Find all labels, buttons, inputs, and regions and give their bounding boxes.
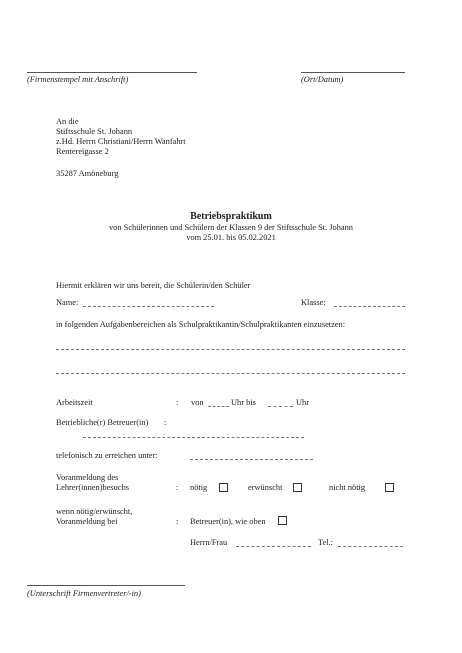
class-label: Klasse:	[301, 298, 326, 307]
stamp-label: (Firmenstempel mit Anschrift)	[27, 75, 129, 84]
mr-mrs-label: Herrn/Frau	[190, 538, 228, 547]
if-needed-label-1: wenn nötig/erwünscht,	[56, 507, 133, 516]
address-line-1: An die	[56, 117, 79, 126]
supervisor-colon: :	[164, 418, 167, 427]
intro-text: Hiermit erklären wir uns bereit, die Schülerin/den Schüler	[56, 281, 251, 290]
supervisor-field[interactable]	[83, 437, 304, 438]
preannounce-label-1: Voranmeldung des	[56, 473, 119, 482]
worktime-from-label: von	[191, 398, 204, 407]
stamp-line	[27, 72, 197, 73]
address-line-2: Stiftsschule St. Johann	[56, 127, 133, 136]
opt-needed-checkbox[interactable]	[219, 483, 228, 492]
supervisor-as-above-label: Betreuer(in), wie oben	[190, 517, 266, 526]
phone-label: telefonisch zu erreichen unter:	[56, 451, 158, 460]
address-city: 35287 Amöneburg	[56, 169, 119, 178]
opt-not-needed-label: nicht nötig	[329, 483, 366, 492]
class-field[interactable]	[334, 306, 405, 307]
areas-field-line-1[interactable]	[56, 349, 405, 350]
name-label: Name:	[56, 298, 79, 307]
mr-mrs-field[interactable]	[236, 546, 311, 547]
supervisor-label: Betriebliche(r) Betreuer(in)	[56, 418, 149, 427]
if-needed-colon: :	[176, 517, 179, 526]
opt-needed-label: nötig	[190, 483, 208, 492]
worktime-clock-label: Uhr	[296, 398, 310, 407]
opt-not-needed-checkbox[interactable]	[385, 483, 394, 492]
title-subline-1: von Schülerinnen und Schülern der Klassen 9 der Stiftsschule St. Johann	[109, 223, 353, 232]
tel-field[interactable]	[338, 546, 403, 547]
opt-wanted-checkbox[interactable]	[293, 483, 302, 492]
preannounce-label-2: Lehrer(innen)besuchs	[56, 483, 130, 492]
tel-label: Tel.:	[318, 538, 333, 547]
areas-field-line-2[interactable]	[56, 373, 405, 374]
signature-line	[27, 585, 185, 586]
name-field[interactable]	[83, 306, 214, 307]
if-needed-label-2: Voranmeldung bei	[56, 517, 118, 526]
phone-field[interactable]	[190, 459, 313, 460]
supervisor-as-above-checkbox[interactable]	[278, 516, 287, 525]
worktime-label: Arbeitszeit	[56, 398, 93, 407]
place-date-line	[301, 72, 405, 73]
worktime-colon: :	[176, 398, 179, 407]
page-title: Betriebspraktikum	[190, 211, 272, 222]
place-date-label: (Ort/Datum)	[301, 75, 344, 84]
worktime-clock-to-label: Uhr bis	[231, 398, 256, 407]
signature-label: (Unterschrift Firmenvertreter/-in)	[27, 589, 141, 598]
preannounce-colon: :	[176, 483, 179, 492]
address-line-4: Rentereigasse 2	[56, 147, 109, 156]
opt-wanted-label: erwünscht	[248, 483, 283, 492]
title-subline-2: vom 25.01. bis 05.02.2021	[186, 233, 276, 242]
address-line-3: z.Hd. Herrn Christiani/Herrn Wanfahrt	[56, 137, 186, 146]
worktime-end-field[interactable]	[268, 406, 293, 407]
worktime-start-field[interactable]	[208, 406, 229, 407]
areas-text: in folgenden Aufgabenbereichen als Schulpraktikantin/Schulpraktikanten einzusetzen:	[56, 320, 346, 329]
